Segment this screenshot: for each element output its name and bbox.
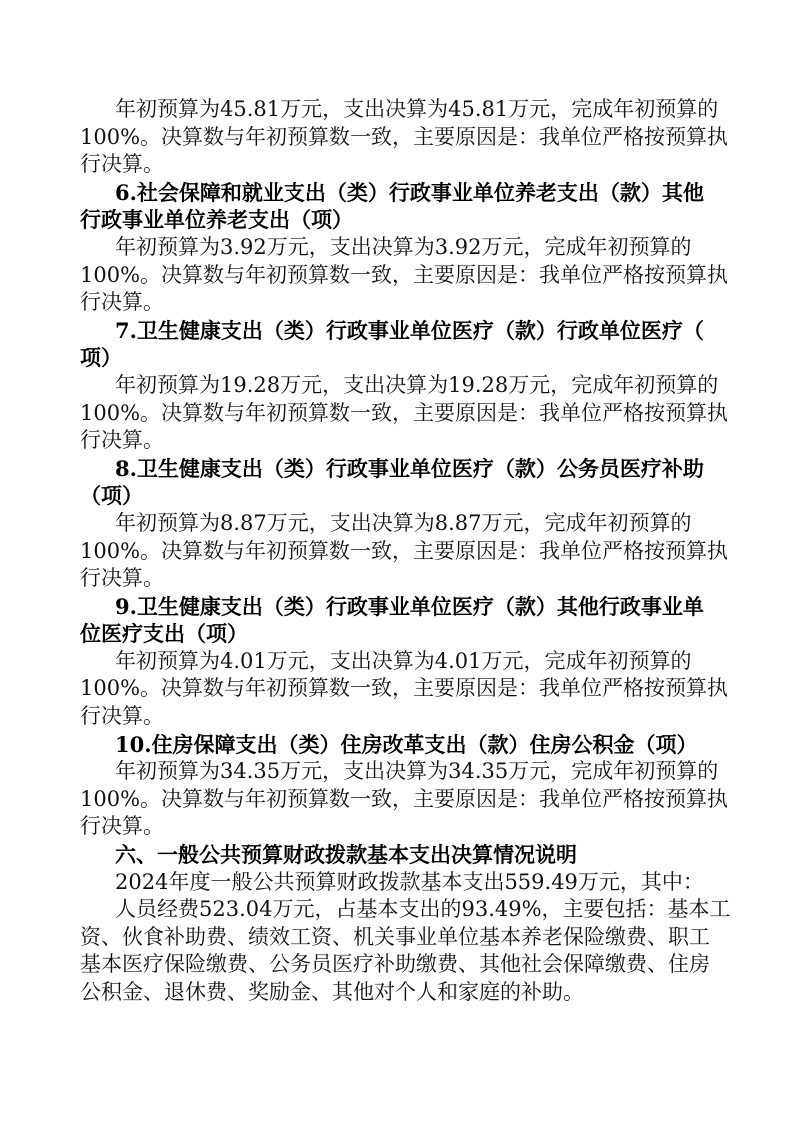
- item-7-heading: [80, 317, 770, 372]
- heading-line: 项）: [80, 345, 122, 371]
- text-line: 行决算。: [80, 704, 164, 729]
- item-10-paragraph: [80, 758, 770, 841]
- item-5-paragraph: [80, 96, 770, 179]
- heading-line: 9.卫生健康支出（类）行政事业单位医疗（款）其他行政事业单: [115, 593, 704, 619]
- personnel-expenditure-paragraph: [80, 896, 770, 1006]
- text-line: 人员经费523.04万元，占基本支出的93.49%，主要包括：基本工: [115, 897, 731, 922]
- text-line: 100%。决算数与年初预算数一致，主要原因是：我单位严格按预算执: [80, 538, 729, 563]
- text-line: 行决算。: [80, 566, 164, 591]
- text-line: 基本医疗保险缴费、公务员医疗补助缴费、其他社会保障缴费、住房: [80, 952, 710, 977]
- text-line: 行决算。: [80, 428, 164, 453]
- document-body: [80, 96, 770, 1007]
- text-line: 年初预算为34.35万元，支出决算为34.35万元，完成年初预算的: [115, 759, 719, 784]
- item-10-heading: [80, 731, 770, 759]
- text-line: 行决算。: [80, 814, 164, 839]
- basic-expenditure-total-paragraph: [80, 869, 770, 897]
- item-6-heading: [80, 179, 770, 234]
- text-line: 年初预算为8.87万元，支出决算为8.87万元，完成年初预算的: [115, 510, 692, 535]
- heading-line: 10.住房保障支出（类）住房改革支出（款）住房公积金（项）: [115, 731, 698, 757]
- text-line: 公积金、退休费、奖励金、其他对个人和家庭的补助。: [80, 980, 584, 1004]
- text-line: 100%。决算数与年初预算数一致，主要原因是：我单位严格按预算执: [80, 262, 729, 287]
- text-line: 资、伙食补助费、绩效工资、机关事业单位基本养老保险缴费、职工: [80, 924, 710, 949]
- heading-line: 8.卫生健康支出（类）行政事业单位医疗（款）公务员医疗补助: [115, 455, 704, 481]
- text-line: 行决算。: [80, 152, 164, 177]
- text-line: 100%。决算数与年初预算数一致，主要原因是：我单位严格按预算执: [80, 400, 729, 425]
- heading-line: 7.卫生健康支出（类）行政事业单位医疗（款）行政单位医疗（: [115, 317, 704, 343]
- heading-line: 行政事业单位养老支出（项）: [80, 207, 353, 233]
- text-line: 年初预算为4.01万元，支出决算为4.01万元，完成年初预算的: [115, 648, 692, 673]
- item-7-paragraph: [80, 372, 770, 455]
- text-line: 2024年度一般公共预算财政拨款基本支出559.49万元，其中：: [115, 869, 704, 894]
- item-8-paragraph: [80, 510, 770, 593]
- text-line: 年初预算为19.28万元，支出决算为19.28万元，完成年初预算的: [115, 372, 719, 397]
- heading-line: （项）: [80, 483, 143, 509]
- text-line: 100%。决算数与年初预算数一致，主要原因是：我单位严格按预算执: [80, 124, 729, 149]
- text-line: 年初预算为3.92万元，支出决算为3.92万元，完成年初预算的: [115, 234, 692, 259]
- text-line: 行决算。: [80, 290, 164, 315]
- text-line: 100%。决算数与年初预算数一致，主要原因是：我单位严格按预算执: [80, 786, 729, 811]
- item-6-paragraph: [80, 234, 770, 317]
- section-6-heading: [80, 841, 770, 869]
- text-line: 100%。决算数与年初预算数一致，主要原因是：我单位严格按预算执: [80, 676, 729, 701]
- item-9-heading: [80, 593, 770, 648]
- heading-line: 六、一般公共预算财政拨款基本支出决算情况说明: [115, 842, 577, 868]
- heading-line: 6.社会保障和就业支出（类）行政事业单位养老支出（款）其他: [115, 179, 704, 205]
- heading-line: 位医疗支出（项）: [80, 621, 248, 647]
- text-line: 年初预算为45.81万元，支出决算为45.81万元，完成年初预算的: [115, 97, 719, 121]
- item-9-paragraph: [80, 648, 770, 731]
- item-8-heading: [80, 455, 770, 510]
